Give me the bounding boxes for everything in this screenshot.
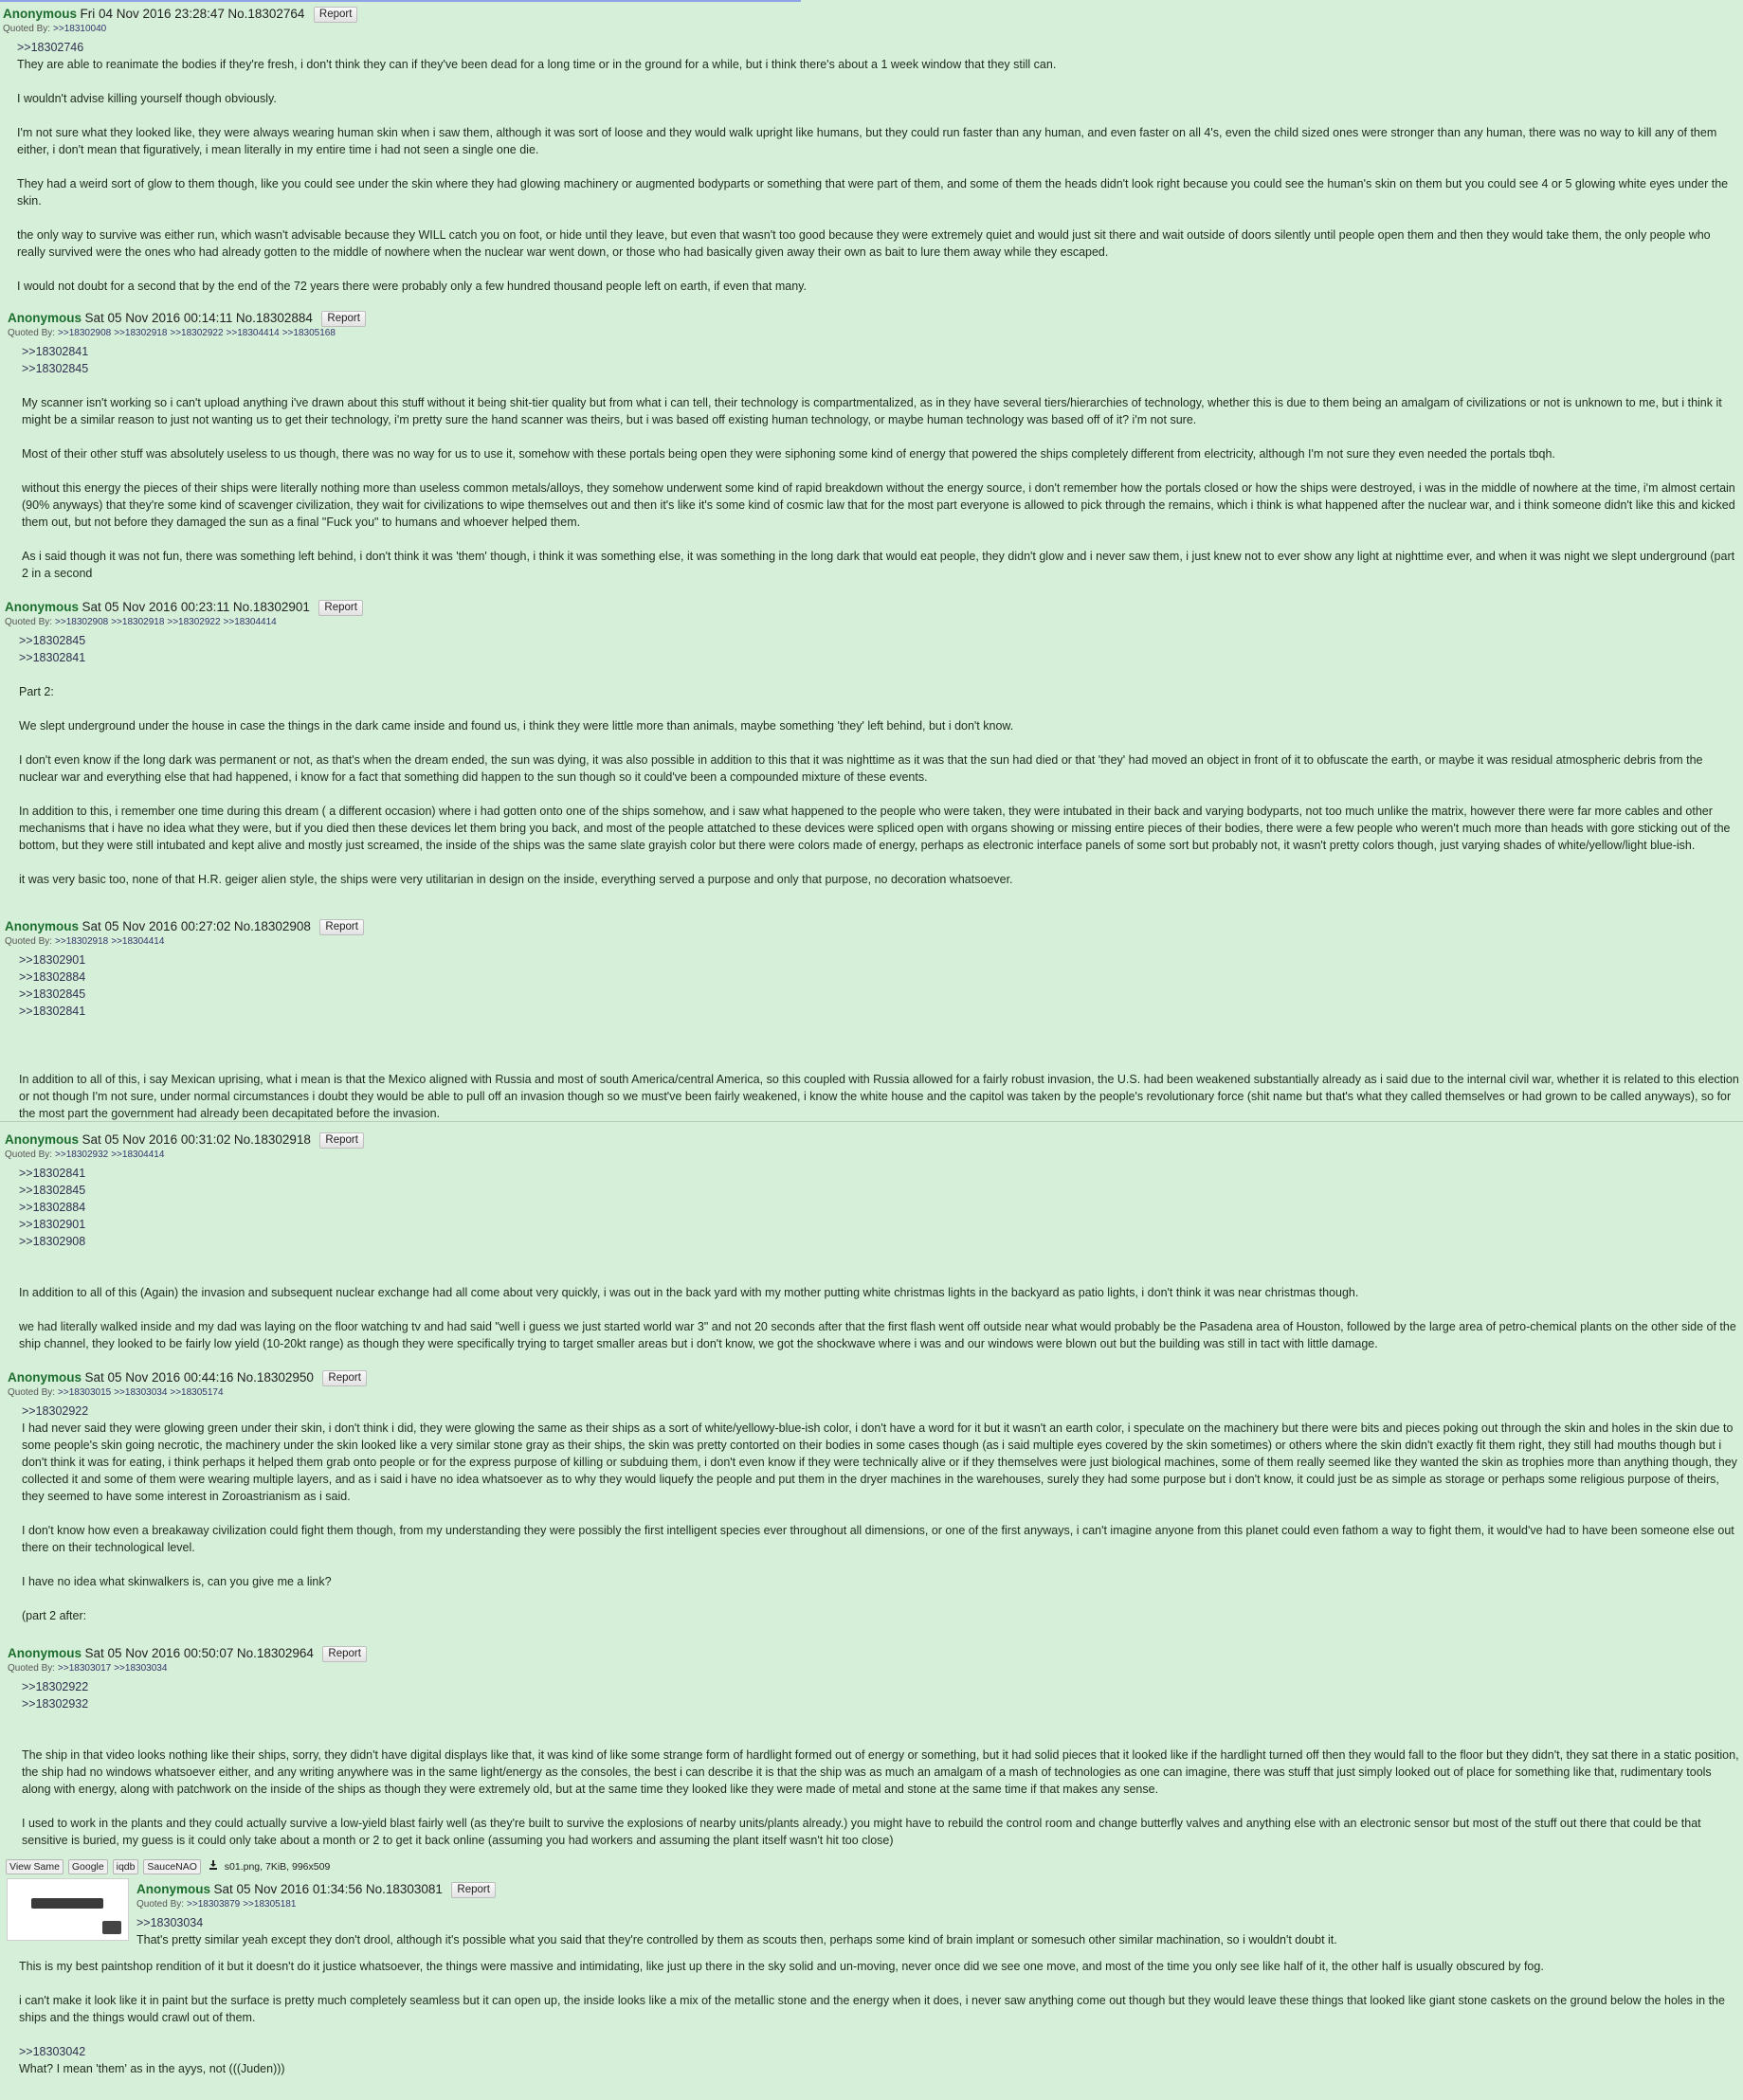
post-number[interactable]: No.18302964	[236, 1646, 314, 1660]
quoted-by-link[interactable]: >>18305181	[243, 1899, 297, 1910]
post-date: Fri 04 Nov 2016 23:28:47	[80, 7, 225, 21]
post-date: Sat 05 Nov 2016 00:27:02	[82, 919, 231, 933]
quoted-by: Quoted By: >>18310040	[3, 24, 107, 34]
poster-name: Anonymous	[5, 919, 80, 933]
quoted-by-link[interactable]: >>18304414	[223, 617, 277, 627]
file-bar	[6, 1859, 330, 1873]
report-button[interactable]: Report	[322, 1646, 367, 1662]
quoted-by-link[interactable]: >>18304414	[111, 1150, 165, 1160]
poster-name: Anonymous	[136, 1882, 211, 1896]
post-date: Sat 05 Nov 2016 00:50:07	[84, 1646, 234, 1660]
post-18302901	[0, 599, 1743, 888]
quote-link[interactable]: >>18303034	[136, 1916, 204, 1929]
quote-link[interactable]: >>18302932	[22, 1697, 89, 1711]
quoted-by: Quoted By: >>18303015 >>18303034 >>18305174	[8, 1387, 224, 1398]
post-18302918	[0, 1131, 1743, 1352]
post-body	[0, 1678, 1743, 1849]
poster-name: Anonymous	[5, 1132, 80, 1147]
post-date: Sat 05 Nov 2016 00:23:11	[82, 600, 230, 614]
quoted-by: Quoted By: >>18303017 >>18303034	[8, 1663, 168, 1674]
post-paragraph: without this energy the pieces of their ships were literally nothing more than useless common metals/alloys, they somehow underwent some kind of rapid breakdown without the energy source, i don't remember how the portals closed or how the ships were destroyed, i was in the middle of nowhere at the time, i'm almost certain (90% anyways) that they're some kind of scavenger civilization, they wait for civilizations to wipe themselves out and then it's like it's some kind of cosmic law that for the most part everyone is allowed to pick through the remains, which i think is what happened after the nuclear war, and i think someone didn't like this and kicked them out, but not before they damaged the sun as a final "Fuck you" to humans and whoever helped them.	[22, 481, 1735, 529]
post-number[interactable]: No.18302908	[233, 919, 311, 933]
post-body	[0, 632, 1743, 888]
quoted-by-link[interactable]: >>18305174	[170, 1387, 224, 1398]
quote-link[interactable]: >>18302845	[19, 1184, 86, 1197]
quoted-by-link[interactable]: >>18302932	[55, 1150, 109, 1160]
report-button[interactable]: Report	[321, 311, 366, 327]
quoted-by: Quoted By: >>18303879 >>18305181	[136, 1899, 297, 1910]
quoted-by-link[interactable]: >>18302918	[114, 328, 168, 338]
post-paragraph: the only way to survive was either run, which wasn't advisable because they WILL catch you on foot, or hide until they leave, but even that wasn't too good because they were extremely quiet and would just sit there and wait outside of doors silently until people open them and then they would take them, the only people who really survived were the ones who had already gotten to the middle of nowhere when the nuclear war went down, or those who had basically given away their own as bait to lure them away while they escaped.	[17, 228, 1711, 259]
post-paragraph: I would not doubt for a second that by the end of the 72 years there were probably only a few hundred thousand people left on earth, if even that many.	[17, 280, 807, 293]
quoted-by: Quoted By: >>18302918 >>18304414	[5, 936, 165, 947]
quoted-by-link[interactable]: >>18303034	[114, 1387, 168, 1398]
download-icon[interactable]	[209, 1860, 218, 1874]
post-body	[0, 1914, 1743, 1948]
post-paragraph: I used to work in the plants and they could actually survive a low-yield blast fairly well (as they're built to survive the explosions of nearby units/plants already.) you might have to rebuild the control room and change butterfly valves and anything else with an electronic sensor but most of the stuff out there that could be that sensitive is buried, my guess is it could only take about a month or 2 to get it back online (assuming you had workers and assuming the plant itself wasn't hit too close)	[22, 1817, 1701, 1847]
quote-link[interactable]: >>18303042	[19, 2045, 86, 2058]
post-paragraph: i can't make it look like it in paint but the surface is pretty much completely seamless but it can open up, the inside looks like a mix of the metallic stone and the energy when it does, i never saw anything come out though but they would leave these things that looked like giant stone caskets on the ground below the holes in the ships and the things would crawl out of them.	[19, 1994, 1725, 2024]
post-paragraph: The ship in that video looks nothing like their ships, sorry, they didn't have digital displays like that, it was kind of like some strange form of hardlight formed out of energy or something, but it had solid pieces that it looked like if the hardlight turned off then they would fall to the floor but they didn't, they sat there in a static position, the ship had no windows whatsoever either, and any writing anywhere was in the same light/energy as the consoles, the best i can describe it is that the ship was as much an amalgam of a mash of technologies as one can imagine, there was stuff that just simply looked out of place for something like that, rudimentary tools along with energy, along with patchwork on the inside of the ships as though they were extremely old, but at the same time they looked like they were made of metal and stone at the same time if that makes any sense.	[22, 1748, 1739, 1796]
quoted-by-link[interactable]: >>18302908	[55, 617, 109, 627]
report-button[interactable]: Report	[322, 1370, 367, 1386]
post-number[interactable]: No.18302918	[233, 1132, 311, 1147]
poster-name: Anonymous	[3, 7, 78, 21]
post-date: Sat 05 Nov 2016 00:14:11	[84, 311, 233, 325]
post-number[interactable]: No.18302901	[232, 600, 310, 614]
post-paragraph: I don't even know if the long dark was permanent or not, as that's when the dream ended, the sun was dying, it was also possible in addition to this that it was nighttime as it was that the sun had died or that 'they' had moved an object in front of it to obfuscate the earth, or maybe it was residual atmospheric debris from the nuclear war and everything else that had happened, i know for a fact that something did happen to the sun though so it could've been a compounded mixture of these events.	[19, 753, 1703, 784]
quoted-by: Quoted By: >>18302932 >>18304414	[5, 1150, 165, 1160]
quoted-by: Quoted By: >>18302908 >>18302918 >>18302922 >>18304414 >>18305168	[8, 328, 336, 338]
post-number[interactable]: No.18302884	[235, 311, 313, 325]
file-info[interactable]: s01.png, 7KiB, 996x509	[224, 1861, 331, 1873]
quoted-by-link[interactable]: >>18303017	[58, 1663, 112, 1674]
quoted-by-link[interactable]: >>18302922	[170, 328, 224, 338]
post-18302950	[0, 1369, 1743, 1624]
report-button[interactable]: Report	[319, 919, 364, 935]
quoted-by-link[interactable]: >>18310040	[53, 24, 107, 34]
report-button[interactable]: Report	[314, 7, 358, 23]
post-number[interactable]: No.18302764	[227, 7, 305, 21]
quote-link[interactable]: >>18302922	[22, 1404, 89, 1418]
post-number[interactable]: No.18302950	[236, 1370, 314, 1385]
quoted-by-link[interactable]: >>18304414	[226, 328, 280, 338]
quote-link[interactable]: >>18302841	[19, 651, 86, 664]
post-18302964	[0, 1645, 1743, 1849]
post-paragraph: Part 2:	[19, 685, 54, 698]
quote-link[interactable]: >>18302845	[19, 987, 86, 1001]
post-date: Sat 05 Nov 2016 00:44:16	[84, 1370, 234, 1385]
post-body	[0, 1403, 1743, 1624]
iqdb-button[interactable]: iqdb	[113, 1859, 139, 1874]
post-paragraph: As i said though it was not fun, there was something left behind, i don't think it was 'them' though, i think it was something else, it was something in the long dark that would eat people, they didn't glow and i never saw them, i just knew not to ever show any light at nighttime ever, and when it was night we slept underground (part 2 in a second	[22, 550, 1735, 580]
report-button[interactable]: Report	[451, 1882, 496, 1898]
divider	[0, 1121, 1743, 1122]
post-body-continued	[0, 1958, 1743, 2077]
post-paragraph: In addition to all of this (Again) the invasion and subsequent nuclear exchange had all come about very quickly, i was out in the back yard with my mother putting white christmas lights in the backyard as patio lights, i don't think it was near christmas though.	[19, 1286, 1359, 1299]
post-paragraph: Most of their other stuff was absolutely useless to us though, there was no way for us to use it, somehow with these portals being open they were siphoning some kind of energy that powered the ships completely different from electricity, although I'm not sure they even needed the portals tbqh.	[22, 447, 1555, 461]
quote-link[interactable]: >>18302922	[22, 1680, 89, 1693]
quote-link[interactable]: >>18302884	[19, 970, 86, 984]
quote-link[interactable]: >>18302746	[17, 41, 84, 54]
post-paragraph: We slept underground under the house in case the things in the dark came inside and found us, i think they were little more than animals, maybe something 'they' left behind, but i don't know.	[19, 719, 1014, 733]
post-date: Sat 05 Nov 2016 01:34:56	[213, 1882, 363, 1896]
quote-link[interactable]: >>18302884	[19, 1201, 86, 1214]
post-paragraph: we had literally walked inside and my dad was laying on the floor watching tv and had said "well i guess we just started world war 3" and not 20 seconds after that the first flash went off outside near what would probably be the Pasadena area of Houston, followed by the large area of petro-chemical plants on the other side of the ship channel, they looked to be fairly low yield (10-20kt range) as though they were specifically trying to target smaller areas but i don't know, we got the shockwave where i was and our windows were blown out but the building was still in tact with little damage.	[19, 1320, 1736, 1350]
report-button[interactable]: Report	[318, 600, 363, 616]
post-18303081	[0, 1881, 1743, 2077]
quoted-by: Quoted By: >>18302908 >>18302918 >>18302922 >>18304414	[5, 617, 277, 627]
post-date: Sat 05 Nov 2016 00:31:02	[82, 1132, 231, 1147]
top-progress-bar	[0, 0, 801, 2]
quote-link[interactable]: >>18302901	[19, 953, 86, 967]
quoted-by-link[interactable]: >>18302922	[167, 617, 221, 627]
quoted-by-link[interactable]: >>18303015	[58, 1387, 112, 1398]
quote-link[interactable]: >>18302901	[19, 1218, 86, 1231]
poster-name: Anonymous	[8, 311, 82, 325]
post-body	[0, 951, 1743, 1122]
quote-link[interactable]: >>18302841	[19, 1005, 86, 1018]
post-paragraph: I have no idea what skinwalkers is, can you give me a link?	[22, 1575, 332, 1588]
quote-link[interactable]: >>18302908	[19, 1235, 86, 1248]
quoted-by-link[interactable]: >>18303034	[114, 1663, 168, 1674]
quoted-by-link[interactable]: >>18302918	[55, 936, 109, 947]
post-paragraph: They are able to reanimate the bodies if they're fresh, i don't think they can if they've been dead for a long time or in the ground for a while, but i think there's about a 1 week window that they still can.	[17, 58, 1057, 71]
post-18302908	[0, 918, 1743, 1122]
saucenao-button[interactable]: SauceNAO	[143, 1859, 201, 1874]
quote-link[interactable]: >>18302841	[19, 1167, 86, 1180]
quote-link[interactable]: >>18302845	[22, 362, 89, 375]
google-search-button[interactable]: Google	[68, 1859, 108, 1874]
post-paragraph: What? I mean 'them' as in the ayys, not (((Juden)))	[19, 2062, 285, 2075]
quoted-by-link[interactable]: >>18303879	[187, 1899, 241, 1910]
post-number[interactable]: No.18303081	[365, 1882, 443, 1896]
post-body	[0, 39, 1743, 295]
post-paragraph: I'm not sure what they looked like, they were always wearing human skin when i saw them, although it was sort of loose and they would walk upright like humans, but they could run faster than any human, and even faster on all 4's, even the child sized ones were stronger than any human, there was no way to kill any of them either, i don't mean that figuratively, i mean literally in my entire time i had not seen a single one die.	[17, 126, 1717, 156]
post-paragraph: That's pretty similar yeah except they don't drool, although it's possible what you said that they're controlled by them as scouts then, perhaps some kind of brain implant or somesuch other similar machination, so i wouldn't doubt it.	[136, 1933, 1337, 1946]
post-paragraph: I had never said they were glowing green under their skin, i don't think i did, they were glowing the same as their ships as a sort of white/yellowy-blue-ish color, i don't have a word for it but it wasn't an earth color, i speculate on the machinery but there were bits and pieces poking out through the skin and holes in the skin due to some people's skin going necrotic, the machinery under the skin looked like a very similar stone gray as their ships, the skin was pretty contorted on their bodies in some cases though (as i said multiple eyes covered by the skin sometimes) or others where the skin didn't exactly fit them right, they still had mouths though but i don't think it was for eating, i think perhaps it helped them grab onto people or for the express purpose of killing or subduing them, i don't even know if they were technically alive or if they themselves were just biological machines, some of them really seemed like they wanted the skin as trophies more than anything though, they collected it and some of them were wearing multiple layers, and as i said i have no idea whatsoever as to why they would liquefy the people and put them in the dryer machines in the warehouses, surely they had some purpose but i don't know, it could just be as simple as storage or perhaps some religious purpose of theirs, they seemed to have some interest in Zoroastrianism as i said.	[22, 1421, 1737, 1503]
post-paragraph: (part 2 after:	[22, 1609, 87, 1622]
post-paragraph: it was very basic too, none of that H.R. geiger alien style, the ships were very utilitarian in design on the inside, everything served a purpose and only that purpose, no decoration whatsoever.	[19, 873, 1013, 886]
post-18302884	[0, 310, 1743, 582]
post-paragraph: I don't know how even a breakaway civilization could fight them though, from my understanding they were possibly the first intelligent species ever throughout all dimensions, or one of the first anyways, i can't imagine anyone from this planet could even fathom a way to fight them, it would've had to have been someone else out there on their technological level.	[22, 1524, 1734, 1554]
post-paragraph: In addition to all of this, i say Mexican uprising, what i mean is that the Mexico aligned with Russia and most of south America/central America, so this coupled with Russia allowed for a fairly robust invasion, the U.S. had been weakened substantially already as i said due to the internal civil war, whether it is related to this election or not though I'm not sure, under normal circumstances i doubt they would be able to pull off an invasion though so we must've been fairly weakened, i know the white house and the capitol was taken by the people's revolutionary force (shit name but that's what they called themselves or had grown to be called anyways), so for the most part the government had already been decapitated before the invasion.	[19, 1073, 1739, 1120]
post-paragraph: My scanner isn't working so i can't upload anything i've drawn about this stuff without it being shit-tier quality but from what i can tell, their technology is compartmentalized, as in they have several tiers/hierarchies of technology, whether this is due to them being an amalgam of civilizations or not is unknown to me, but i think it might be a similar reason to just not wanting us to get their technology, i'm pretty sure the hand scanner was theirs, but i was based off existing human technology, or maybe human technology was based off of it? i'm not sure.	[22, 396, 1722, 426]
post-body	[0, 1165, 1743, 1352]
post-body	[0, 343, 1743, 582]
post-paragraph: They had a weird sort of glow to them though, like you could see under the skin where they had glowing machinery or augmented bodyparts or something that were part of them, and some of them the heads didn't look right because you could see the human's skin on them but you could see 4 or 5 glowing white eyes under the skin.	[17, 177, 1729, 208]
post-paragraph: In addition to this, i remember one time during this dream ( a different occasion) where i had gotten onto one of the ships somehow, and i saw what happened to the people who were taken, they were intubated in their back and varying bodyparts, not too much unlike the matrix, however there were far more cables and other mechanisms that i have no idea what they were, but if you died then these devices let them bring you back, and most of the people attatched to these devices were spliced open with organs showing or missing entire pieces of their bodies, there were a few people who weren't much more than heads with gore sticking out of the bottom, but they were still intubated and kept alive and mostly just screamed, the inside of the ships was the same slate grayish color but there were colors made of energy, perhaps as electronic interface panels of some sort but probably not, it wasn't pretty colors though, just varying shades of white/yellow/light blue-ish.	[19, 805, 1731, 852]
post-paragraph: This is my best paintshop rendition of it but it doesn't do it justice whatsoever, the things were massive and intimidating, like just up there in the sky solid and un-moving, never once did we see one move, and most of the time you only see like half of it, the other half is usually obscured by fog.	[19, 1960, 1544, 1973]
quoted-by-link[interactable]: >>18305168	[281, 328, 336, 338]
poster-name: Anonymous	[5, 600, 80, 614]
quoted-by-link[interactable]: >>18302918	[111, 617, 165, 627]
poster-name: Anonymous	[8, 1646, 82, 1660]
quoted-by-link[interactable]: >>18302908	[58, 328, 112, 338]
view-same-button[interactable]: View Same	[6, 1859, 64, 1874]
report-button[interactable]: Report	[319, 1132, 364, 1149]
post-paragraph: I wouldn't advise killing yourself though obviously.	[17, 92, 277, 105]
quoted-by-link[interactable]: >>18304414	[111, 936, 165, 947]
poster-name: Anonymous	[8, 1370, 82, 1385]
quote-link[interactable]: >>18302841	[22, 345, 89, 358]
post-18302764	[0, 6, 1743, 295]
quote-link[interactable]: >>18302845	[19, 634, 86, 647]
